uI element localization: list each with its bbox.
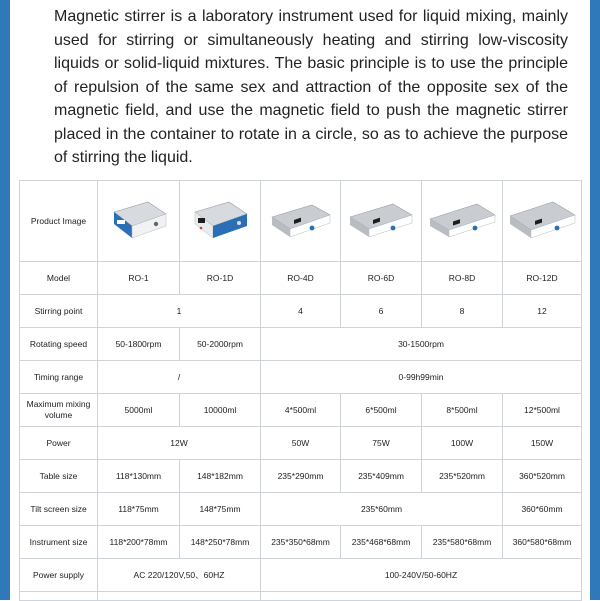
- intro-paragraph: Magnetic stirrer is a laboratory instrument used for liquid mixing, mainly used for stirring or simultaneously heating and stirring low-viscosity liquids or solid-liquid mixtures. The basic principle is to use the principle of repulsion of the same sex and attraction of the opposite sex of the magnetic field, and use the magnetic field to push the magnetic stirrer placed in the container to rotate in a circle, so as to achieve the purpose of stirring the liquid.: [54, 8, 568, 166]
- table-cell: 235*520mm: [422, 460, 503, 493]
- table-cell: 6*500ml: [341, 394, 422, 427]
- row-label: Model: [20, 262, 98, 295]
- product-image-ro-1: [98, 181, 180, 262]
- row-label: Instrument size: [20, 526, 98, 559]
- table-cell: AC 220/120V,50、60HZ: [98, 559, 261, 592]
- stirrer-ro-1d-image: [189, 198, 251, 244]
- table-cell: 148*182mm: [180, 460, 261, 493]
- table-cell: RO-12D: [503, 262, 582, 295]
- row-stirring-point: [20, 295, 582, 328]
- row-label: Maximum mixing volume: [20, 394, 98, 427]
- table-cell: 235*350*68mm: [261, 526, 341, 559]
- table-cell: RO-8D: [422, 262, 503, 295]
- row-label: Product Image: [20, 181, 98, 262]
- product-image-ro-4d: [261, 181, 341, 262]
- table-cell: 235*468*68mm: [341, 526, 422, 559]
- product-image-ro-8d: [422, 181, 503, 262]
- table-cell: RO-4D: [261, 262, 341, 295]
- row-rotating-speed: [20, 328, 582, 361]
- row-label: Stirring point: [20, 295, 98, 328]
- table-cell: 235*409mm: [341, 460, 422, 493]
- row-label: Table size: [20, 460, 98, 493]
- table-cell: 360*60mm: [503, 493, 582, 526]
- table-cell: 118*75mm: [98, 493, 180, 526]
- table-cell: 235*60mm: [261, 493, 503, 526]
- table-cell: 118*130mm: [98, 460, 180, 493]
- row-label: Timing range: [20, 361, 98, 394]
- table-cell: 0-99h99min: [261, 361, 582, 394]
- table-cell: 8: [422, 295, 503, 328]
- row-label: Tilt screen size: [20, 493, 98, 526]
- table-cell: [261, 592, 582, 601]
- stirrer-ro-1-image: [108, 198, 170, 244]
- table-cell: 235*580*68mm: [422, 526, 503, 559]
- stirrer-ro-4d-image: [268, 199, 334, 243]
- table-cell: 5000ml: [98, 394, 180, 427]
- table-cell: 1: [98, 295, 261, 328]
- product-image-ro-1d: [180, 181, 261, 262]
- table-cell: 12*500ml: [503, 394, 582, 427]
- table-cell: 100-240V/50-60HZ: [261, 559, 582, 592]
- table-cell: 30-1500rpm: [261, 328, 582, 361]
- stirrer-ro-12d-image: [507, 198, 577, 244]
- table-cell: 50W: [261, 427, 341, 460]
- stirrer-ro-6d-image: [347, 199, 415, 243]
- row-label: Power: [20, 427, 98, 460]
- row-power-supply: [20, 559, 582, 592]
- row-timing-range: [20, 361, 582, 394]
- table-cell: 12W: [98, 427, 261, 460]
- product-image-ro-6d: [341, 181, 422, 262]
- table-cell: 360*520mm: [503, 460, 582, 493]
- spec-table: [19, 180, 582, 601]
- table-cell: 10000ml: [180, 394, 261, 427]
- table-cell: 50-1800rpm: [98, 328, 180, 361]
- row-partial: [20, 592, 582, 601]
- table-cell: 100W: [422, 427, 503, 460]
- row-model: [20, 262, 582, 295]
- table-cell: 50-2000rpm: [180, 328, 261, 361]
- product-image-ro-12d: [503, 181, 582, 262]
- table-cell: 8*500ml: [422, 394, 503, 427]
- row-instrument-size: [20, 526, 582, 559]
- table-cell: [20, 592, 98, 601]
- row-max-mixing-volume: [20, 394, 582, 427]
- table-cell: 360*580*68mm: [503, 526, 582, 559]
- table-cell: RO-6D: [341, 262, 422, 295]
- table-cell: 235*290mm: [261, 460, 341, 493]
- table-cell: 6: [341, 295, 422, 328]
- table-cell: /: [98, 361, 261, 394]
- row-label: Rotating speed: [20, 328, 98, 361]
- table-cell: 118*200*78mm: [98, 526, 180, 559]
- table-cell: RO-1D: [180, 262, 261, 295]
- table-cell: 12: [503, 295, 582, 328]
- stirrer-ro-8d-image: [427, 199, 497, 243]
- table-cell: 75W: [341, 427, 422, 460]
- table-cell: RO-1: [98, 262, 180, 295]
- table-cell: 148*75mm: [180, 493, 261, 526]
- row-tilt-screen-size: [20, 493, 582, 526]
- table-cell: 148*250*78mm: [180, 526, 261, 559]
- row-label: Power supply: [20, 559, 98, 592]
- table-cell: 4*500ml: [261, 394, 341, 427]
- table-cell: 150W: [503, 427, 582, 460]
- table-cell: 4: [261, 295, 341, 328]
- row-table-size: [20, 460, 582, 493]
- row-power: [20, 427, 582, 460]
- product-image-row: [20, 181, 582, 262]
- table-cell: [98, 592, 261, 601]
